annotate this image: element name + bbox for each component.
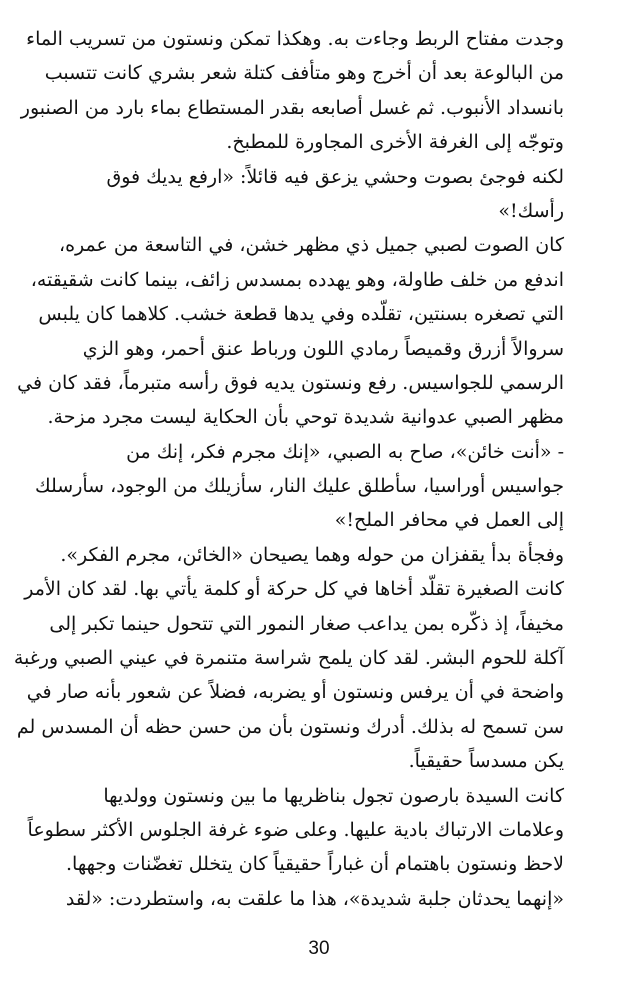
text-line: يكن مسدساً حقيقياً. (408, 750, 564, 773)
text-line: بانسداد الأنبوب. ثم غسل أصابعه بقدر المستطاع بماء بارد من الصنبور (20, 96, 564, 119)
text-line: جواسيس أوراسيا، سأطلق عليك النار، سأزيلك من الوجود، سأرسلك (34, 475, 564, 498)
text-line: وفجأة بدأ يقفزان من حوله وهما يصيحان «الخائن، مجرم الفكر». (60, 543, 564, 566)
text-line: الرسمي للجواسيس. رفع ونستون يديه فوق رأسه متبرماً، فقد كان في (17, 371, 564, 394)
text-line: رأسك!» (498, 199, 564, 222)
text-line: مظهر الصبي عدوانية شديدة توحي بأن الحكاية ليست مجرد مزحة. (47, 406, 564, 429)
page-number: 30 (308, 938, 330, 959)
text-line: من البالوعة بعد أن أخرج وهو متأفف كتلة شعر بشري كانت تتسبب (44, 62, 564, 85)
text-line: مخيفاً، إذ ذكّره بمن يداعب صغار النمور التي تتحول حينما تكبر إلى (49, 612, 564, 635)
text-line: كانت السيدة بارصون تجول بناظريها ما بين ونستون وولديها (103, 784, 564, 807)
text-line: التي تصغره بسنتين، تقلّده وفي يدها قطعة خشب. كلاهما كان يلبس (38, 303, 564, 326)
text-line: وعلامات الارتباك بادية عليها. وعلى ضوء غرفة الجلوس الأكثر سطوعاً (27, 818, 564, 841)
text-line: كان الصوت لصبي جميل ذي مظهر خشن، في التاسعة من عمره، (58, 234, 564, 257)
text-line: «إنهما يحدثان جلبة شديدة»، هذا ما علقت به، واستطردت: «لقد (65, 887, 564, 910)
text-line: إلى العمل في محافر الملح!» (334, 509, 564, 532)
text-line: لاحظ ونستون باهتمام أن غباراً حقيقياً كان يتخلل تغضّنات وجهها. (66, 853, 564, 876)
text-line: لكنه فوجئ بصوت وحشي يزعق فيه قائلاً: «ارفع يديك فوق (106, 165, 564, 188)
text-line: كانت الصغيرة تقلّد أخاها في كل حركة أو كلمة يأتي بها. لقد كان الأمر (24, 578, 564, 601)
text-line: سروالاً أزرق وقميصاً رمادي اللون ورباط عنق أحمر، وهو الزي (82, 337, 564, 360)
text-line: وتوجّه إلى الغرفة الأخرى المجاورة للمطبخ. (226, 131, 564, 154)
text-line: وجدت مفتاح الربط وجاءت به. وهكذا تمكن ونستون من تسريب الماء (26, 28, 564, 50)
body-text (13, 22, 564, 916)
text-line: سن تسمح له بذلك. أدرك ونستون بأن من حسن حظه أن المسدس لم (16, 715, 564, 738)
text-line: آكلة للحوم البشر. لقد كان يلمح شراسة متنمرة في عيني الصبي ورغبة (13, 647, 564, 670)
text-line: - «أنت خائن»، صاح به الصبي، «إنك مجرم فكر، إنك من (126, 440, 564, 463)
text-line: اندفع من خلف طاولة، وهو يهدده بمسدس زائف، بينما كانت شقيقته، (30, 268, 564, 291)
text-line: واضحة في أن يرفس ونستون أو يضربه، فضلاً عن شعور بأنه صار في (26, 681, 564, 704)
